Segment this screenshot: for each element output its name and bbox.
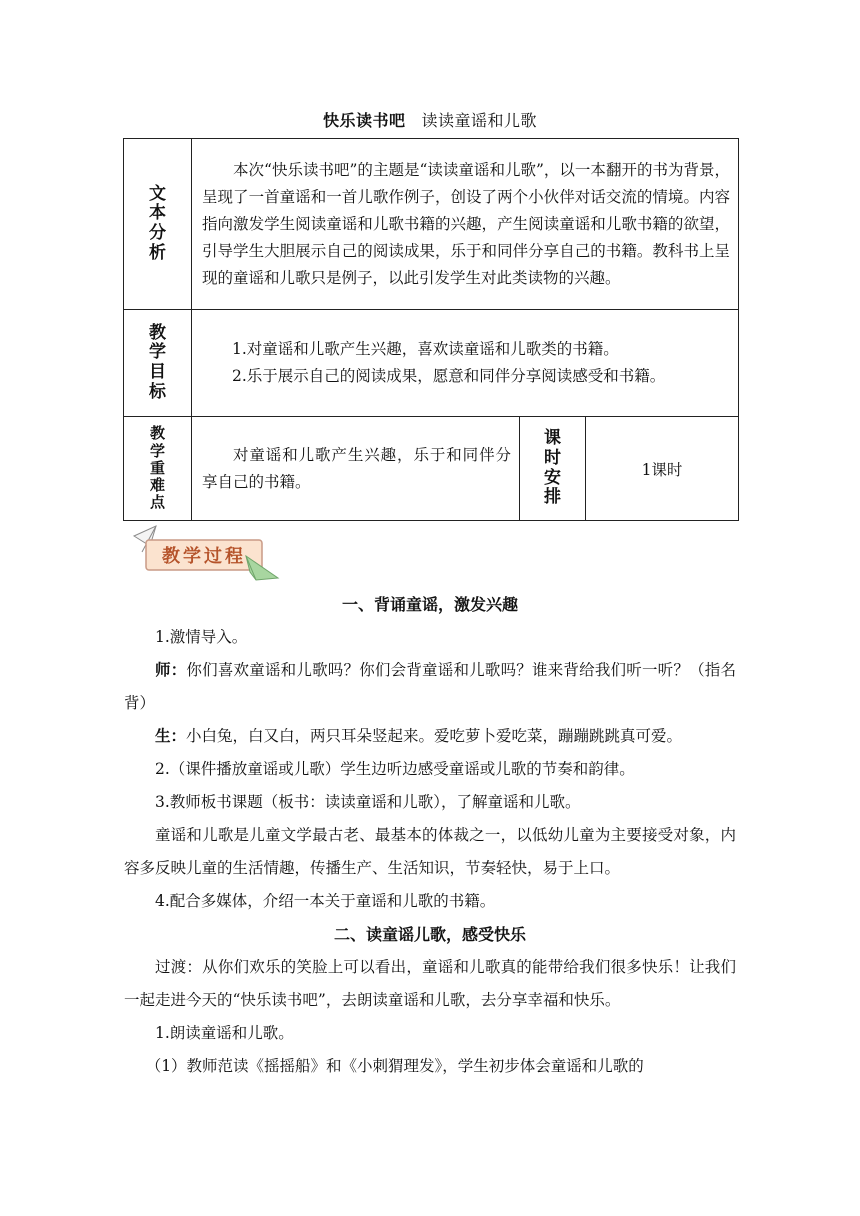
- lesson-title: 快乐读书吧: [322, 111, 406, 130]
- lesson-body: [124, 588, 736, 1083]
- paragraph: 1.激情导入。: [155, 628, 248, 646]
- student-label: 生：: [155, 727, 187, 745]
- schedule-label: 课时安排: [544, 428, 561, 508]
- paragraph: 童谣和儿歌是儿童文学最古老、最基本的体裁之一，以低幼儿童为主要接受对象，内容多反映儿童的生活情趣，传播生产、生活知识，节奏轻快，易于上口。: [124, 826, 736, 877]
- row-key-points: [124, 417, 739, 521]
- schedule-label-cell: [520, 417, 586, 521]
- row-text-analysis: [124, 139, 739, 310]
- banner-text: 教学过程: [162, 546, 246, 567]
- row-goals: [124, 310, 739, 417]
- lesson-subtitle: 读读童谣和儿歌: [421, 111, 538, 130]
- goals-label: 教学目标: [149, 322, 166, 402]
- paragraph: 过渡：从你们欢乐的笑脸上可以看出，童谣和儿歌真的能带给我们很多快乐！让我们一起走进今天的“快乐读书吧”，去朗读童谣和儿歌，去分享幸福和快乐。: [124, 958, 736, 1009]
- paragraph: 1.朗读童谣和儿歌。: [155, 1024, 294, 1042]
- goal-item: 2.乐于展示自己的阅读成果，愿意和同伴分享阅读感受和书籍。: [232, 367, 666, 385]
- section-title: 二、读童谣儿歌，感受快乐: [333, 925, 526, 944]
- student-dialogue: [124, 720, 736, 753]
- teacher-label: 师：: [155, 661, 187, 679]
- schedule-value-cell: [586, 417, 739, 521]
- teacher-dialogue: [124, 654, 736, 720]
- text-analysis-content: 本次“快乐读书吧”的主题是“读读童谣和儿歌”，以一本翻开的书为背景，呈现了一首童谣和一首儿歌作例子，创设了两个小伙伴对话交流的情境。内容指向激发学生阅读童谣和儿歌书籍的兴趣，产生阅读童谣和儿歌书籍的欲望，引导学生大胆展示自己的阅读成果，乐于和同伴分享自己的书籍。教科书上呈现的童谣和儿歌只是例子，以此引发学生对此类读物的兴趣。: [202, 160, 731, 287]
- key-points-content: 对童谣和儿歌产生兴趣，乐于和同伴分享自己的书籍。: [202, 445, 511, 491]
- paragraph: 4.配合多媒体，介绍一本关于童谣和儿歌的书籍。: [155, 892, 496, 910]
- schedule-value: 1课时: [641, 460, 683, 479]
- paragraph: 2.（课件播放童谣或儿歌）学生边听边感受童谣或儿歌的节奏和韵律。: [155, 760, 635, 778]
- goals-content-cell: [192, 310, 739, 417]
- key-points-content-cell: [192, 417, 520, 521]
- section-title: 一、背诵童谣，激发兴趣: [341, 595, 518, 614]
- text-analysis-content-cell: [192, 139, 739, 310]
- paragraph: （1）教师范读《摇摇船》和《小刺猬理发》，学生初步体会童谣和儿歌的: [145, 1057, 644, 1075]
- page-title: [0, 108, 860, 131]
- goal-item: 1.对童谣和儿歌产生兴趣，喜欢读童谣和儿歌类的书籍。: [232, 340, 619, 358]
- student-text: 小白兔，白又白，两只耳朵竖起来。爱吃萝卜爱吃菜，蹦蹦跳跳真可爱。: [186, 727, 683, 745]
- goals-label-cell: [124, 310, 192, 417]
- key-points-label: 教学重难点: [149, 424, 165, 512]
- key-points-label-cell: [124, 417, 192, 521]
- paragraph: 3.教师板书课题（板书：读读童谣和儿歌），了解童谣和儿歌。: [155, 793, 581, 811]
- teacher-text: 你们喜欢童谣和儿歌吗？你们会背童谣和儿歌吗？谁来背给我们听一听？（指名背）: [124, 661, 736, 712]
- text-analysis-label-cell: [124, 139, 192, 310]
- text-analysis-label: 文本分析: [149, 183, 166, 263]
- lesson-info-table: [123, 138, 739, 521]
- banner-graphic: [128, 522, 288, 584]
- teaching-process-banner: [128, 522, 288, 584]
